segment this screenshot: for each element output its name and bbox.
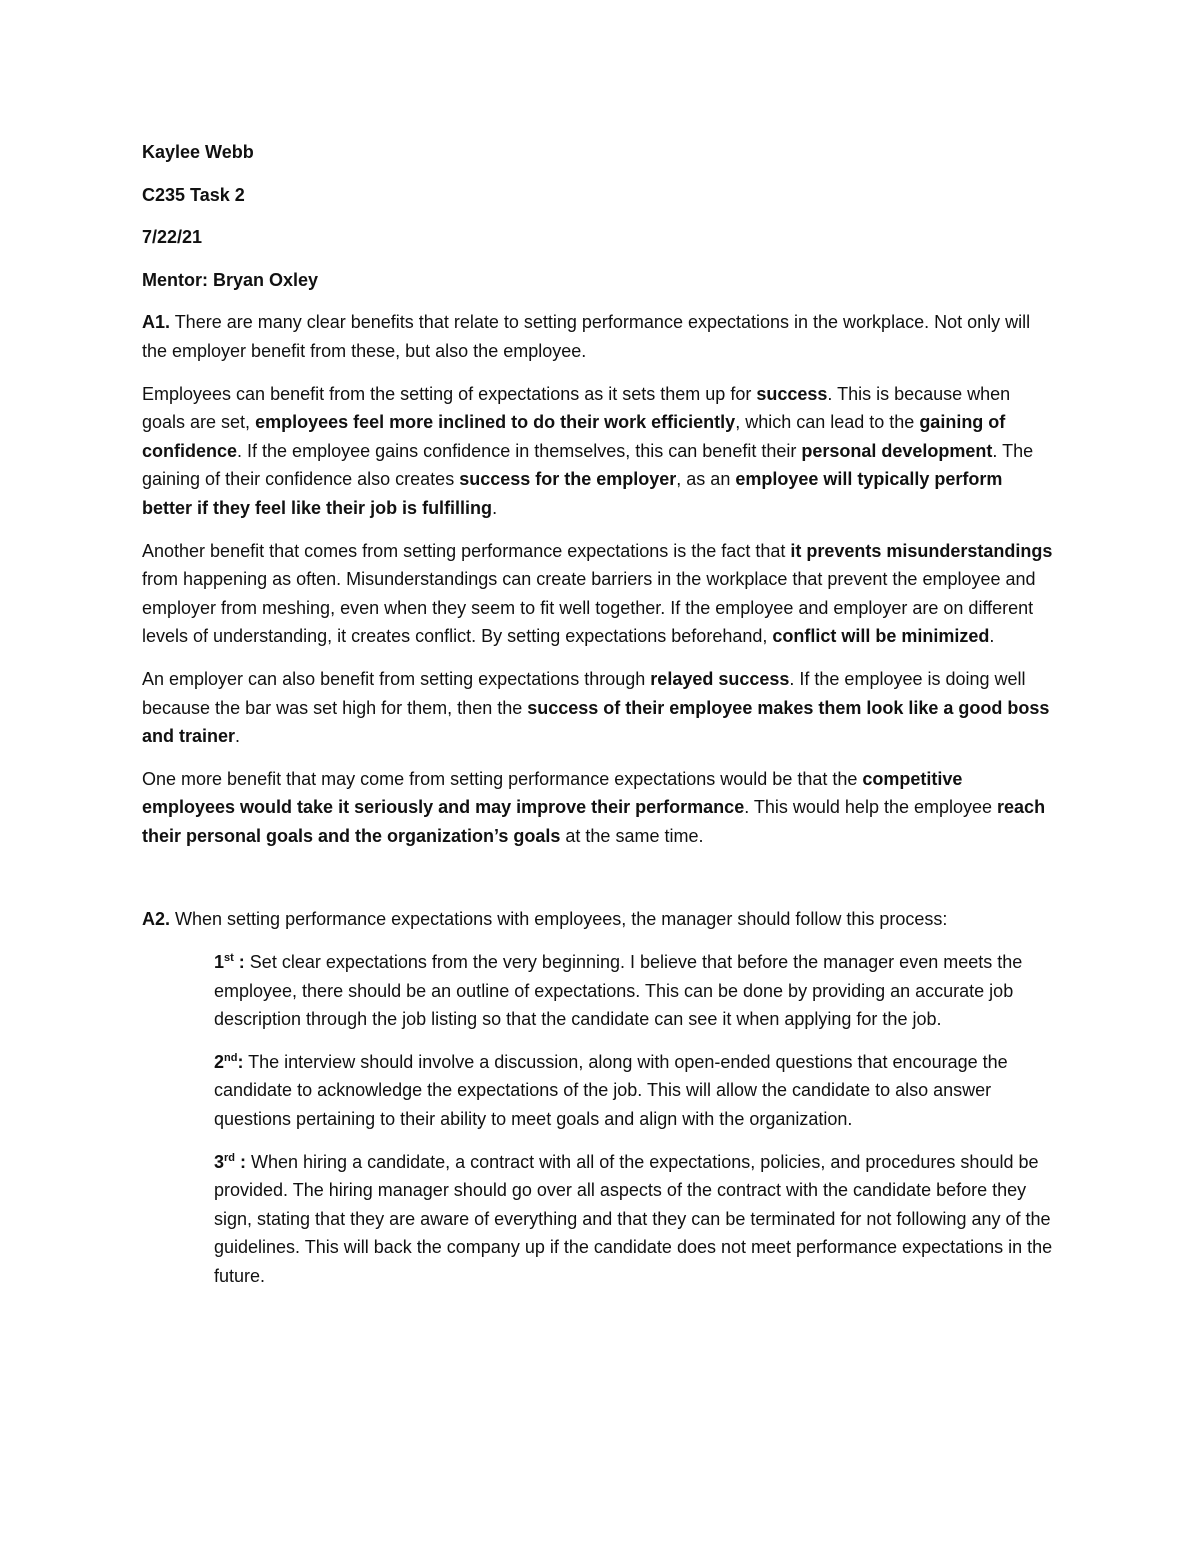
step-ordinal: st bbox=[224, 952, 234, 965]
step-text: When hiring a candidate, a contract with all of the expectations, policies, and procedures should be provided. The hiring manager should go over all aspects of the contract with the candidate before they sign, stating that they are aware of everything and that they can be terminated for not following any of the guidelines. This will back the company up if the candidate does not meet performance expectations in the future. bbox=[214, 1151, 1053, 1286]
emphasis-text: relayed success bbox=[650, 668, 790, 689]
step-separator: : bbox=[233, 952, 245, 973]
body-text: . If the employee gains confidence in themselves, this can benefit their bbox=[237, 440, 802, 461]
a1-label: A1. bbox=[142, 312, 171, 333]
body-text: One more benefit that may come from setting performance expectations would be that the bbox=[142, 768, 863, 789]
a2-intro-text: When setting performance expectations with employees, the manager should follow this process: bbox=[170, 909, 948, 930]
a2-intro-paragraph bbox=[142, 905, 1057, 934]
body-text: Another benefit that comes from setting performance expectations is the fact that bbox=[142, 540, 791, 561]
step-ordinal: nd bbox=[224, 1051, 238, 1064]
a1-paragraph-competitive bbox=[142, 765, 1057, 851]
emphasis-text: employee will typically perform better if they feel like their job is fulfilling bbox=[142, 469, 1003, 518]
body-text: . bbox=[492, 497, 498, 518]
body-text: . If the employee is doing well because the bar was set high for them, then the bbox=[142, 668, 1026, 718]
body-text: An employer can also benefit from setting expectations through bbox=[142, 668, 651, 689]
step-number: 3 bbox=[214, 1151, 225, 1172]
document-page bbox=[142, 138, 1057, 1305]
body-text: at the same time. bbox=[560, 825, 704, 846]
body-text: , which can lead to the bbox=[735, 412, 920, 433]
emphasis-text: conflict will be minimized bbox=[772, 626, 990, 647]
body-text: . bbox=[989, 626, 995, 647]
a1-paragraph-confidence bbox=[142, 380, 1057, 523]
step-text: Set clear expectations from the very beginning. I believe that before the manager even meets the employee, there should be an outline of expectations. This can be done by providing an accurate job description through the job listing so that the candidate can see it when applying for the job. bbox=[214, 952, 1023, 1030]
mentor-line: Mentor: Bryan Oxley bbox=[142, 269, 319, 290]
body-text: . This would help the employee bbox=[744, 797, 998, 818]
step-separator: : bbox=[235, 1151, 247, 1172]
step-ordinal: rd bbox=[224, 1151, 236, 1164]
emphasis-text: employees feel more inclined to do their work efficiently bbox=[255, 412, 736, 433]
course-code: C235 Task 2 bbox=[142, 184, 245, 205]
a1-paragraph-misunderstandings bbox=[142, 537, 1057, 651]
emphasis-text: competitive employees would take it seriously and may improve their performance bbox=[142, 768, 963, 818]
emphasis-text: reach their personal goals and the organization’s goals bbox=[142, 797, 1046, 846]
emphasis-text: personal development bbox=[801, 440, 993, 461]
body-text: from happening as often. Misunderstandings can create barriers in the workplace that prevent the employee and employer from meshing, even when they seem to fit well together. If the employee and employer are on different levels of understanding, it creates conflict. By setting expectations beforehand, bbox=[142, 569, 1036, 647]
a2-step-1 bbox=[214, 948, 1057, 1034]
a1-paragraph-relayed-success bbox=[142, 665, 1057, 751]
emphasis-text: success bbox=[756, 383, 828, 404]
emphasis-text: it prevents misunderstandings bbox=[790, 540, 1053, 561]
a1-intro-text: There are many clear benefits that relate to setting performance expectations in the workplace. Not only will the employer benefit from these, but also the employee. bbox=[142, 312, 1031, 361]
section-spacer bbox=[142, 864, 1057, 905]
a1-intro-paragraph bbox=[142, 308, 1057, 365]
emphasis-text: success of their employee makes them look like a good boss and trainer bbox=[142, 697, 1050, 747]
step-number: 2 bbox=[214, 1051, 225, 1072]
a2-label: A2. bbox=[142, 909, 171, 930]
document-date: 7/22/21 bbox=[142, 227, 203, 248]
body-text: . bbox=[235, 726, 241, 747]
step-separator: : bbox=[237, 1051, 244, 1072]
emphasis-text: success for the employer bbox=[459, 469, 677, 490]
body-text: . The gaining of their confidence also creates bbox=[142, 440, 1034, 490]
body-text: , as an bbox=[676, 469, 736, 490]
step-text: The interview should involve a discussion, along with open-ended questions that encourage the candidate to acknowledge the expectations of the job. This will allow the candidate to also answer questions pertaining to their ability to meet goals and align with the organization. bbox=[214, 1051, 1008, 1130]
a2-step-3 bbox=[214, 1148, 1057, 1291]
author-name: Kaylee Webb bbox=[142, 142, 254, 162]
body-text: . This is because when goals are set, bbox=[142, 383, 1011, 433]
step-number: 1 bbox=[214, 952, 225, 973]
a2-step-2 bbox=[214, 1048, 1057, 1134]
emphasis-text: gaining of confidence bbox=[142, 412, 1006, 461]
body-text: Employees can benefit from the setting of expectations as it sets them up for bbox=[142, 383, 757, 404]
